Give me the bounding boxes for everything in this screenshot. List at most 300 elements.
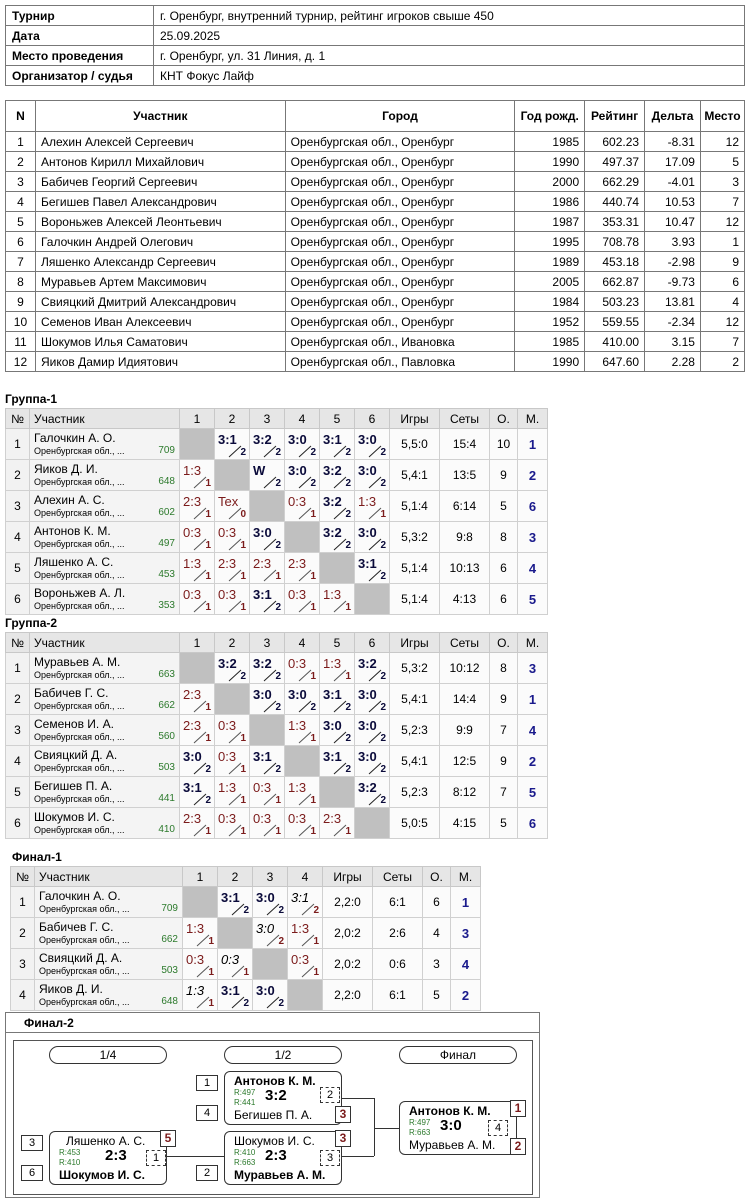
match-player-top: Шокумов И. С. (234, 1134, 315, 1148)
games-cell: 5,3:2 (390, 653, 440, 684)
seed-number: 2 (196, 1165, 218, 1181)
table-row (6, 653, 548, 684)
score-cell[interactable] (180, 777, 215, 808)
place-cell: 2 (451, 980, 481, 1011)
divider-line (334, 539, 346, 550)
score-value: 3:1 (183, 780, 202, 795)
score-points: 1 (345, 602, 351, 613)
table-cell: Семенов Иван Алексеевич (35, 312, 285, 332)
table-cell: 1 (700, 232, 744, 252)
match-box[interactable] (224, 1071, 347, 1125)
bracket-line (166, 1156, 226, 1157)
score-value: 2:3 (183, 811, 202, 826)
place-cell: 5 (518, 777, 548, 808)
score-value: 0:3 (253, 780, 272, 795)
score-cell[interactable] (320, 808, 355, 839)
player-city (34, 507, 175, 519)
seed-number: 1 (196, 1075, 218, 1091)
row-number: 2 (11, 918, 35, 949)
self-cell (253, 949, 288, 980)
winner-seed: 1 (510, 1100, 526, 1117)
score-cell[interactable] (288, 887, 323, 918)
row-number: 3 (6, 715, 30, 746)
group-2-table (5, 632, 548, 839)
table-row (6, 553, 548, 584)
divider-line (264, 701, 276, 712)
score-cell[interactable] (285, 460, 320, 491)
player-cell[interactable] (35, 949, 183, 980)
score-cell[interactable] (250, 653, 285, 684)
score-cell[interactable] (320, 522, 355, 553)
table-cell: Шокумов Илья Саматович (35, 332, 285, 352)
score-wrap (320, 491, 354, 521)
score-value: 2:3 (218, 556, 237, 571)
match-player-bottom: Шокумов И. С. (59, 1168, 145, 1182)
points-cell: 6 (490, 584, 518, 615)
divider-line (194, 508, 206, 519)
score-cell[interactable] (355, 777, 390, 808)
score-wrap (180, 715, 214, 745)
table-row (6, 684, 548, 715)
score-value: 1:3 (218, 780, 237, 795)
score-cell[interactable] (285, 429, 320, 460)
score-cell[interactable] (285, 808, 320, 839)
games-cell: 2,2:0 (323, 887, 373, 918)
player-cell[interactable] (30, 653, 180, 684)
table-row (11, 887, 481, 918)
points-cell: 3 (423, 949, 451, 980)
player-city-text: Оренбургская обл., ... (34, 539, 125, 549)
score-cell[interactable] (250, 584, 285, 615)
player-cell[interactable] (35, 918, 183, 949)
table-cell: 1989 (515, 252, 585, 272)
divider-line (264, 446, 276, 457)
score-points: 2 (380, 540, 386, 551)
divider-line (232, 997, 244, 1008)
score-wrap (355, 715, 389, 745)
score-cell[interactable] (215, 653, 250, 684)
divider-line (194, 477, 206, 488)
score-cell[interactable] (253, 980, 288, 1011)
column-header: О. (490, 409, 518, 429)
divider-line (194, 539, 206, 550)
match-score: 3:2 (265, 1087, 287, 1104)
score-value: 0:3 (218, 525, 237, 540)
score-wrap (320, 429, 354, 459)
score-cell[interactable] (250, 460, 285, 491)
table-cell: 12 (700, 312, 744, 332)
score-cell[interactable] (355, 684, 390, 715)
score-wrap (215, 653, 249, 683)
score-cell[interactable] (320, 684, 355, 715)
score-value: 3:1 (323, 749, 342, 764)
divider-line (194, 701, 206, 712)
score-cell[interactable] (355, 429, 390, 460)
divider-line (194, 794, 206, 805)
games-cell: 5,5:0 (390, 429, 440, 460)
score-cell[interactable] (215, 746, 250, 777)
score-cell[interactable] (215, 777, 250, 808)
score-wrap (250, 777, 284, 807)
match-player-bottom: Муравьев А. М. (234, 1168, 326, 1182)
score-cell[interactable] (215, 553, 250, 584)
score-cell[interactable] (180, 684, 215, 715)
score-value: 3:1 (291, 890, 310, 905)
score-cell[interactable] (285, 715, 320, 746)
score-cell[interactable] (355, 653, 390, 684)
match-player-top: Антонов К. М. (409, 1104, 491, 1118)
table-cell: Свияцкий Дмитрий Александрович (35, 292, 285, 312)
player-rating: 503 (158, 762, 175, 773)
points-cell: 9 (490, 746, 518, 777)
player-cell[interactable] (30, 553, 180, 584)
table-cell: 2 (700, 352, 744, 372)
place-cell: 1 (451, 887, 481, 918)
sets-cell: 6:14 (440, 491, 490, 522)
table-cell: 708.78 (585, 232, 645, 252)
table-row (6, 192, 745, 212)
player-city (34, 793, 175, 805)
match-score: 2:3 (105, 1147, 127, 1164)
player-city (34, 669, 175, 681)
table-row (6, 332, 745, 352)
score-value: 3:0 (288, 687, 307, 702)
table-cell: 6 (6, 232, 36, 252)
score-points: 1 (275, 571, 281, 582)
score-cell[interactable] (355, 491, 390, 522)
player-city (34, 538, 175, 550)
score-points: 1 (310, 733, 316, 744)
table-row (6, 172, 745, 192)
divider-line (229, 508, 241, 519)
score-value: 3:0 (256, 983, 275, 998)
self-cell (218, 918, 253, 949)
score-cell[interactable] (215, 491, 250, 522)
player-cell[interactable] (30, 715, 180, 746)
row-number: 2 (6, 684, 30, 715)
table-row (6, 584, 548, 615)
player-rating: 453 (158, 569, 175, 580)
table-row (6, 352, 745, 372)
player-rating: 709 (158, 445, 175, 456)
score-points: 2 (243, 998, 249, 1009)
column-header: № (6, 409, 30, 429)
player-cell[interactable] (30, 746, 180, 777)
table-row (6, 312, 745, 332)
score-cell[interactable] (218, 980, 253, 1011)
score-cell[interactable] (215, 584, 250, 615)
column-header: Сеты (440, 633, 490, 653)
place-cell: 4 (518, 553, 548, 584)
score-value: 1:3 (183, 556, 202, 571)
points-cell: 8 (490, 522, 518, 553)
player-city-text: Оренбургская обл., ... (34, 477, 125, 487)
score-cell[interactable] (180, 584, 215, 615)
info-row (6, 6, 745, 26)
score-wrap (250, 808, 284, 838)
score-cell[interactable] (355, 522, 390, 553)
score-wrap (250, 553, 284, 583)
score-points: 1 (310, 571, 316, 582)
score-points: 1 (345, 671, 351, 682)
player-city (39, 996, 178, 1008)
score-cell[interactable] (355, 460, 390, 491)
player-cell[interactable] (30, 460, 180, 491)
score-cell[interactable] (180, 553, 215, 584)
self-cell (320, 777, 355, 808)
score-value: 2:3 (253, 556, 272, 571)
divider-line (299, 670, 311, 681)
divider-line (334, 670, 346, 681)
score-cell[interactable] (180, 808, 215, 839)
table-cell: Оренбургская обл., Оренбург (285, 172, 515, 192)
score-cell[interactable] (253, 918, 288, 949)
score-value: 3:0 (323, 718, 342, 733)
score-cell[interactable] (285, 777, 320, 808)
score-cell[interactable] (320, 715, 355, 746)
score-cell[interactable] (215, 429, 250, 460)
table-cell: 1990 (515, 352, 585, 372)
column-header: 6 (355, 633, 390, 653)
table-cell: 7 (6, 252, 36, 272)
self-cell (215, 684, 250, 715)
row-number: 3 (11, 949, 35, 980)
score-cell[interactable] (180, 491, 215, 522)
score-cell[interactable] (250, 522, 285, 553)
player-rating: 662 (158, 700, 175, 711)
table-cell: 3.15 (645, 332, 701, 352)
score-value: 3:1 (221, 890, 240, 905)
score-cell[interactable] (250, 684, 285, 715)
table-cell: 12 (700, 132, 744, 152)
table-cell: 10.47 (645, 212, 701, 232)
score-cell[interactable] (180, 746, 215, 777)
score-cell[interactable] (355, 715, 390, 746)
score-wrap (180, 584, 214, 614)
divider-line (369, 670, 381, 681)
table-cell: 647.60 (585, 352, 645, 372)
player-rating: 441 (158, 793, 175, 804)
match-box[interactable] (224, 1131, 347, 1185)
score-cell[interactable] (215, 715, 250, 746)
score-value: 3:1 (218, 432, 237, 447)
score-wrap (355, 684, 389, 714)
score-value: 3:2 (323, 494, 342, 509)
score-wrap (215, 715, 249, 745)
score-wrap (320, 653, 354, 683)
table-row (11, 980, 481, 1011)
table-row (6, 132, 745, 152)
divider-line (334, 763, 346, 774)
player-cell[interactable] (30, 584, 180, 615)
score-points: 2 (345, 733, 351, 744)
score-cell[interactable] (285, 491, 320, 522)
score-value: 3:1 (358, 556, 377, 571)
score-cell[interactable] (215, 522, 250, 553)
score-value: 1:3 (186, 983, 205, 998)
table-row (11, 918, 481, 949)
score-cell[interactable] (250, 746, 285, 777)
score-cell[interactable] (180, 715, 215, 746)
score-points: 2 (345, 509, 351, 520)
player-cell[interactable] (30, 808, 180, 839)
score-points: 1 (310, 671, 316, 682)
player-cell[interactable] (35, 887, 183, 918)
points-cell: 10 (490, 429, 518, 460)
score-cell[interactable] (183, 918, 218, 949)
round-label-final: Финал (399, 1046, 517, 1064)
score-value: 0:3 (218, 749, 237, 764)
score-cell[interactable] (215, 808, 250, 839)
divider-line (264, 763, 276, 774)
score-points: 1 (240, 795, 246, 806)
bracket-area (13, 1040, 533, 1195)
final-2-bracket (5, 1012, 540, 1198)
score-points: 1 (345, 826, 351, 837)
score-cell[interactable] (320, 653, 355, 684)
self-cell (285, 746, 320, 777)
score-cell[interactable] (250, 553, 285, 584)
score-points: 2 (380, 764, 386, 775)
score-value: 0:3 (288, 811, 307, 826)
sets-cell: 9:9 (440, 715, 490, 746)
column-header: Год рожд. (515, 101, 585, 132)
match-box[interactable] (399, 1101, 522, 1155)
divider-line (264, 794, 276, 805)
score-cell[interactable] (320, 460, 355, 491)
match-player-top: Антонов К. М. (234, 1074, 316, 1088)
player-city-text: Оренбургская обл., ... (34, 508, 125, 518)
divider-line (334, 477, 346, 488)
score-cell[interactable] (320, 584, 355, 615)
score-wrap (180, 746, 214, 776)
score-value: 0:3 (218, 587, 237, 602)
score-cell[interactable] (250, 429, 285, 460)
rating-bottom: R:663 (234, 1158, 256, 1167)
divider-line (369, 446, 381, 457)
player-name: Бабичев Г. С. (39, 920, 114, 934)
score-points: 2 (275, 540, 281, 551)
player-city (34, 824, 175, 836)
score-wrap (215, 553, 249, 583)
score-cell[interactable] (288, 918, 323, 949)
player-name: Шокумов И. С. (34, 810, 115, 824)
score-cell[interactable] (285, 653, 320, 684)
score-value: 1:3 (323, 656, 342, 671)
score-cell[interactable] (285, 553, 320, 584)
table-cell: 497.37 (585, 152, 645, 172)
table-cell: Оренбургская обл., Оренбург (285, 272, 515, 292)
divider-line (334, 825, 346, 836)
score-cell[interactable] (253, 887, 288, 918)
score-wrap (250, 584, 284, 614)
score-value: 3:0 (288, 432, 307, 447)
score-value: 3:0 (358, 463, 377, 478)
divider-line (197, 935, 209, 946)
score-wrap (250, 522, 284, 552)
score-cell[interactable] (180, 460, 215, 491)
score-wrap (355, 653, 389, 683)
player-name: Ляшенко А. С. (34, 555, 114, 569)
final-1-title: Финал-1 (12, 850, 62, 864)
score-points: 2 (380, 478, 386, 489)
player-cell[interactable] (30, 429, 180, 460)
score-cell[interactable] (285, 684, 320, 715)
score-points: 2 (310, 447, 316, 458)
score-value: 3:0 (288, 463, 307, 478)
player-cell[interactable] (30, 777, 180, 808)
player-cell[interactable] (30, 522, 180, 553)
table-cell: 1984 (515, 292, 585, 312)
score-cell[interactable] (218, 949, 253, 980)
score-cell[interactable] (355, 553, 390, 584)
score-wrap (250, 460, 284, 490)
sets-cell: 14:4 (440, 684, 490, 715)
table-cell: 1985 (515, 332, 585, 352)
score-cell[interactable] (288, 949, 323, 980)
sets-cell: 10:13 (440, 553, 490, 584)
score-cell[interactable] (250, 777, 285, 808)
player-cell[interactable] (30, 491, 180, 522)
score-points: 2 (345, 764, 351, 775)
column-header: 4 (285, 409, 320, 429)
winner-seed: 3 (335, 1130, 351, 1147)
score-value: 3:2 (253, 656, 272, 671)
score-cell[interactable] (218, 887, 253, 918)
bracket-line (374, 1128, 399, 1129)
score-cell[interactable] (285, 584, 320, 615)
divider-line (229, 763, 241, 774)
bracket-line (374, 1098, 375, 1156)
score-cell[interactable] (183, 949, 218, 980)
place-cell: 1 (518, 684, 548, 715)
score-wrap (215, 429, 249, 459)
divider-line (197, 997, 209, 1008)
column-header: Участник (30, 409, 180, 429)
player-cell[interactable] (30, 684, 180, 715)
table-row (6, 152, 745, 172)
player-cell[interactable] (35, 980, 183, 1011)
info-value: г. Оренбург, внутренний турнир, рейтинг игроков свыше 450 (154, 6, 745, 26)
self-cell (355, 808, 390, 839)
score-wrap (250, 653, 284, 683)
column-header: Участник (35, 101, 285, 132)
score-cell[interactable] (183, 980, 218, 1011)
score-value: 3:0 (358, 749, 377, 764)
score-cell[interactable] (320, 746, 355, 777)
score-points: 2 (275, 602, 281, 613)
score-cell[interactable] (355, 746, 390, 777)
player-rating: 648 (161, 996, 178, 1007)
score-value: 2:3 (323, 811, 342, 826)
score-points: 2 (345, 447, 351, 458)
match-box[interactable] (49, 1131, 172, 1185)
column-header: Игры (390, 409, 440, 429)
games-cell: 5,0:5 (390, 808, 440, 839)
score-cell[interactable] (250, 808, 285, 839)
score-cell[interactable] (320, 491, 355, 522)
seed-number: 6 (21, 1165, 43, 1181)
score-value: 3:0 (256, 890, 275, 905)
score-value: 1:3 (183, 463, 202, 478)
table-cell: 10 (6, 312, 36, 332)
score-wrap (253, 980, 287, 1010)
games-cell: 5,1:4 (390, 491, 440, 522)
column-header: 5 (320, 409, 355, 429)
score-cell[interactable] (320, 429, 355, 460)
score-cell[interactable] (180, 522, 215, 553)
table-cell: 3 (700, 172, 744, 192)
